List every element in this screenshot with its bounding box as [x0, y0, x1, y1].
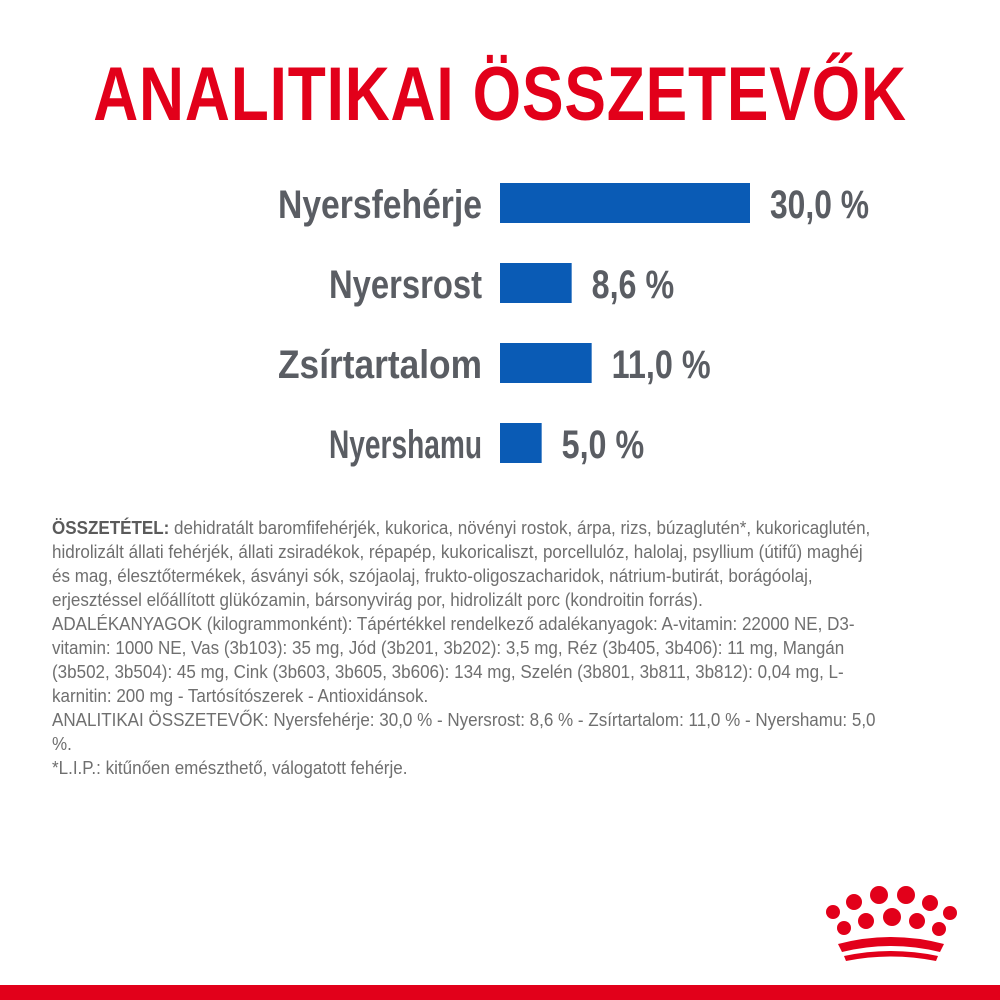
nutrient-bar-chart: [0, 160, 1000, 480]
bar-nyersrost: [500, 263, 572, 303]
analytical-text: ANALITIKAI ÖSSZETEVŐK: Nyersfehérje: 30,0 % - Nyersrost: 8,6 % - Zsírtartalom: 11,0 % - Nyershamu: 5,0 %.: [52, 709, 876, 754]
value-label-nyersrost: 8,6 %: [591, 263, 675, 307]
ingredients-paragraph: [52, 516, 880, 612]
bar-zsirtartalom: [500, 343, 592, 383]
value-label-nyershamu: 5,0 %: [561, 423, 645, 467]
additives-text: ADALÉKANYAGOK (kilogrammonként): Tápértékkel rendelkező adalékanyagok: A-vitamin: 22000 NE, D3-vitamin: 1000 NE, Vas (3b103): 35 mg, Jód (3b201, 3b202): 3,5 mg, Réz (3b405, 3b406): 11 mg, Mangán (3b502, 3b504): 45 mg, Cink (3b603, 3b605, 3b606): 134 mg, Szelén (3b801, 3b811, 3b812): 0,04 mg, L-karnitin: 200 mg - Tartósítószerek - Antioxidánsok.: [52, 613, 855, 706]
category-label-zsirtartalom: Zsírtartalom: [278, 343, 482, 387]
crown-logo: [820, 882, 962, 968]
category-label-nyersrost: Nyersrost: [329, 263, 482, 307]
bar-nyersfeherje: [500, 183, 750, 223]
footnote-text: *L.I.P.: kitűnően emészthető, válogatott fehérje.: [52, 757, 408, 778]
page-title: ANALITIKAI ÖSSZETEVŐK: [93, 52, 907, 137]
category-label-nyershamu: Nyershamu: [329, 423, 482, 467]
composition-text: [52, 516, 880, 780]
value-label-nyersfeherje: 30,0 %: [770, 183, 869, 227]
value-label-zsirtartalom: 11,0 %: [611, 343, 711, 387]
category-label-nyersfeherje: Nyersfehérje: [278, 183, 482, 227]
ingredients-text: dehidratált baromfifehérjék, kukorica, növényi rostok, árpa, rizs, búzaglutén*, kukoricaglutén, hidrolizált állati fehérjék, állati zsiradékok, répapép, kukoricaliszt, porcellulóz, halolaj, psyllium (útifű) maghéj és mag, élesztőtermékek, ásványi sók, szójaolaj, frukto-oligoszacharidok, nátrium-butirát, borágóolaj, erjesztéssel előállított glükózamin, bársonyvirág por, hidrolizált porc (kondroitin forrás).: [52, 517, 871, 610]
bar-nyershamu: [500, 423, 542, 463]
composition-lead: ÖSSZETÉTEL:: [52, 517, 170, 538]
brand-bottom-bar: [0, 985, 1000, 1000]
